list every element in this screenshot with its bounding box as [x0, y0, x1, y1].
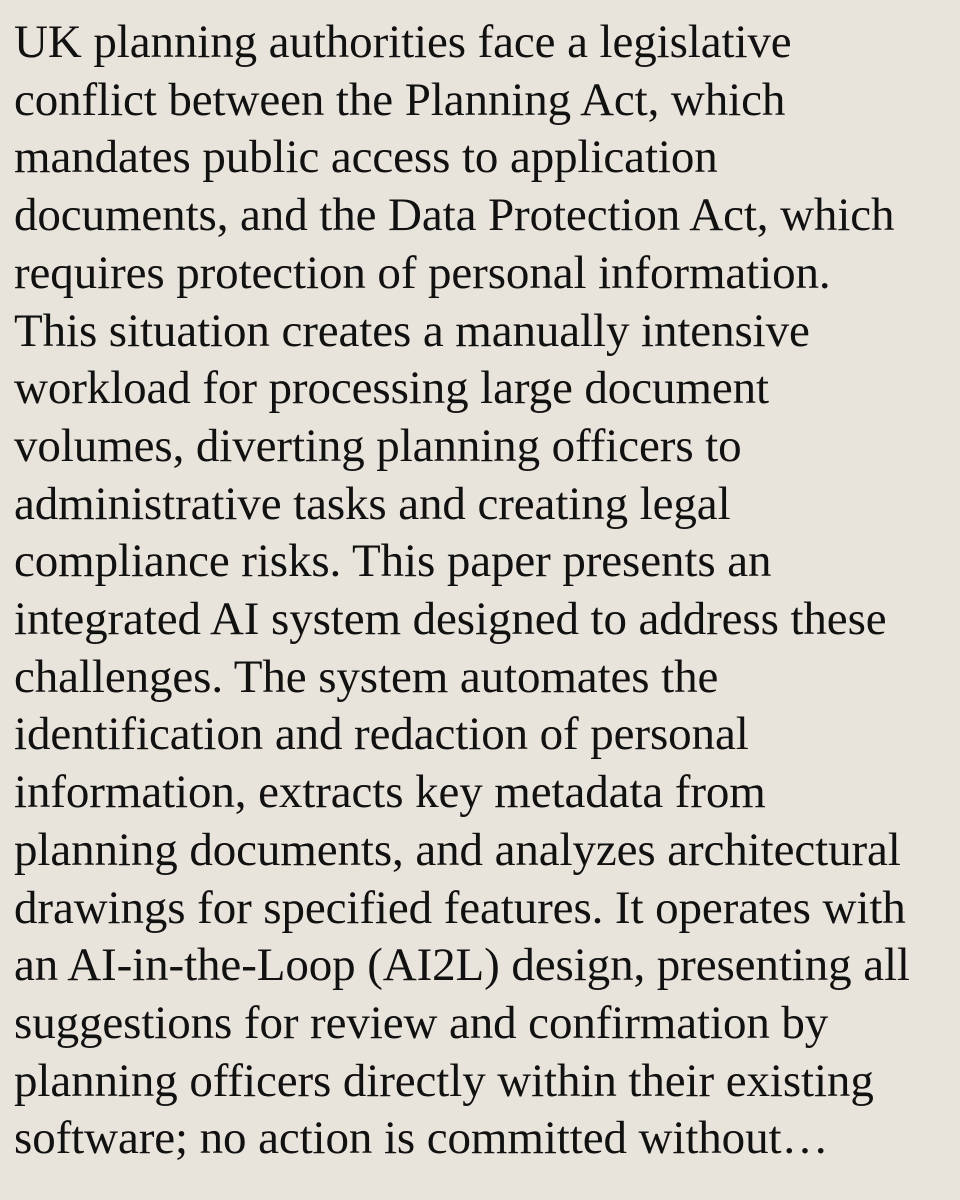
- text-line: volumes, diverting planning officers to: [14, 419, 742, 472]
- text-line: This situation creates a manually intensive: [14, 304, 810, 357]
- text-line: drawings for specified features. It operates with: [14, 881, 906, 934]
- text-line: planning documents, and analyzes architectural: [14, 823, 901, 876]
- text-line: UK planning authorities face a legislative: [14, 16, 792, 68]
- text-line: suggestions for review and confirmation by: [14, 996, 829, 1049]
- text-line: identification and redaction of personal: [14, 708, 749, 761]
- text-line: integrated AI system designed to address these: [14, 593, 887, 646]
- text-line: an AI-in-the-Loop (AI2L) design, presenting all: [14, 939, 910, 992]
- text-line: compliance risks. This paper presents an: [14, 535, 772, 588]
- text-line: mandates public access to application: [14, 131, 718, 184]
- text-line: planning officers directly within their existing: [14, 1054, 874, 1107]
- text-line: challenges. The system automates the: [14, 650, 719, 703]
- text-line: documents, and the Data Protection Act, which: [14, 189, 895, 242]
- abstract-text: [14, 14, 946, 1168]
- text-line: administrative tasks and creating legal: [14, 477, 731, 530]
- text-line: workload for processing large document: [14, 362, 769, 415]
- text-line: software; no action is committed without…: [14, 1112, 829, 1165]
- text-line: information, extracts key metadata from: [14, 766, 766, 819]
- text-line: requires protection of personal information.: [14, 246, 831, 299]
- text-line: conflict between the Planning Act, which: [14, 73, 786, 126]
